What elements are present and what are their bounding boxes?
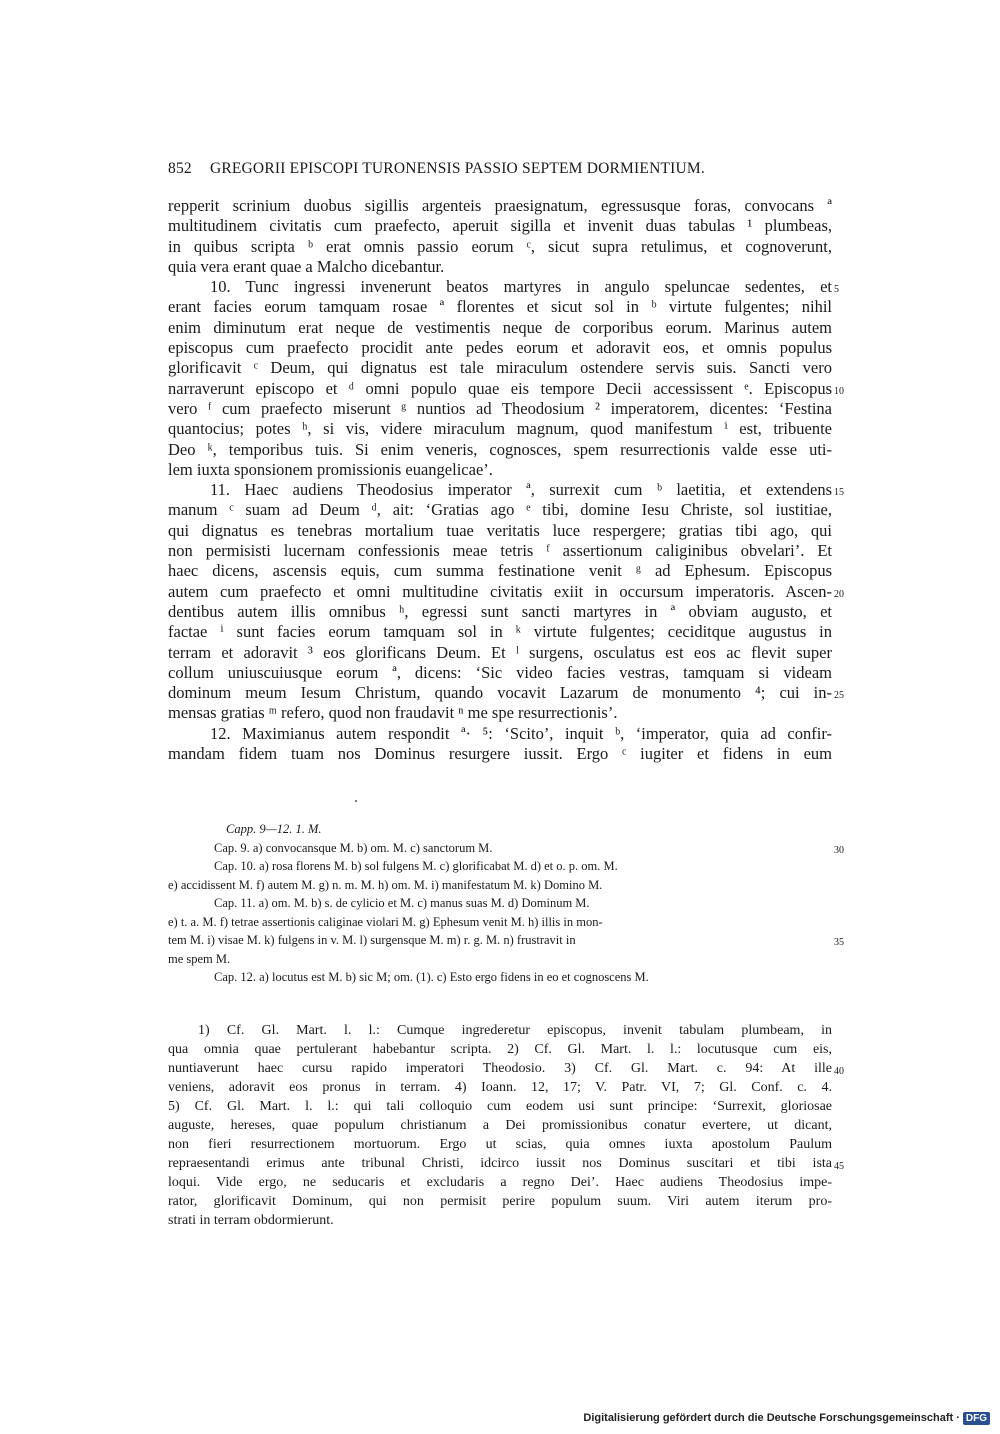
line-number: 20 (834, 588, 844, 600)
footnote-line-text: 5) Cf. Gl. Mart. l. l.: qui tali colloquio cum eodem usi sunt principe: ‘Surrexit, gloriosae (168, 1099, 832, 1114)
main-line (168, 724, 832, 744)
footnote-line (168, 1040, 832, 1059)
main-line (168, 663, 832, 683)
apparatus-line-text: me spem M. (168, 951, 231, 966)
main-line (168, 500, 832, 520)
main-line-text: mandam fidem tuam nos Dominus resurgere iussit. Ergo ᶜ iugiter et fidens in eum (168, 744, 832, 764)
main-line-text: terram et adoravit ³ eos glorificans Deum. Et ˡ surgens, osculatus est eos ac flevit super (168, 642, 832, 662)
apparatus-line (168, 839, 844, 858)
line-number: 15 (834, 487, 844, 499)
main-line (168, 541, 832, 561)
main-line-text: autem cum praefecto et omni multitudine civitatis exiit in occursum imperatoris. Ascen- (168, 581, 832, 601)
footnote-line-text: veniens, adoravit eos pronus in terram. 4) Ioann. 12, 17; V. Patr. VI, 7; Gl. Conf. c. 4. (168, 1080, 832, 1095)
footnote-line-text: rator, glorificavit Dominum, qui non permisit perire populum suum. Viri autem iterum pro- (168, 1194, 832, 1209)
line-number: 45 (834, 1161, 844, 1172)
apparatus-line-text: Cap. 12. a) locutus est M. b) sic M; om. (1). c) Esto ergo fidens in eo et cognoscens M. (214, 970, 649, 984)
dfg-logo: DFG (963, 1412, 990, 1425)
main-line (168, 196, 832, 216)
footnote-line (168, 1059, 844, 1078)
footnote-line-text: loqui. Vide ergo, ne seducaris et excludaris a regno Dei’. Haec audiens Theodosius impe- (168, 1175, 832, 1190)
apparatus-line (168, 894, 832, 913)
line-number: 30 (834, 844, 844, 856)
apparatus-line-text: e) t. a. M. f) tetrae assertionis caliginae violari M. g) Ephesum venit M. h) illis in mon- (168, 914, 603, 929)
main-line-text: quantocius; potes ʰ, si vis, videre miraculum magnum, quod manifestum ⁱ est, tribuente (168, 419, 832, 439)
apparatus-line (168, 876, 832, 895)
main-line (168, 399, 832, 419)
page-number: 852 (168, 160, 192, 177)
running-title: GREGORII EPISCOPI TURONENSIS PASSIO SEPTEM DORMIENTIUM. (209, 160, 705, 177)
footnote-line (168, 1021, 832, 1040)
footnote-line (168, 1173, 832, 1192)
credit-text: Digitalisierung gefördert durch die Deutsche Forschungsgemeinschaft · (583, 1412, 960, 1424)
main-line (168, 440, 832, 460)
main-line-text: multitudinem civitatis cum praefecto, aperuit sigilla et invenit duas tabulas ¹ plumbeas, (168, 216, 832, 236)
main-line (168, 216, 832, 236)
main-line-text: episcopus cum praefecto procidit ante pedes eorum et adoravit eos, et omnis populus (168, 338, 832, 358)
main-line-text: lem iuxta sponsionem promissionis euangelicae’. (168, 459, 493, 479)
main-line (168, 643, 832, 663)
digitization-credit (583, 1412, 990, 1425)
footnote-line-text: qua omnia quae pertulerant habebantur scripta. 2) Cf. Gl. Mart. l. l.: locutusque cum eis, (168, 1042, 832, 1057)
stray-dot (355, 800, 357, 802)
footnote-line-text: repraesentandi erimus ante tribunal Christi, idcirco iussit nos Dominus suscitari et tibi ista (168, 1156, 832, 1171)
main-line (168, 378, 844, 399)
footnote-line-text: auguste, hereses, quae populum christianum a Dei promissionibus conatur evertere, ut dicant, (168, 1118, 832, 1133)
main-text (168, 196, 844, 764)
footnote-line-text: nuntiaverunt haec cursu rapido imperatori Theodosio. 3) Cf. Gl. Mart. c. 94: At ille (168, 1061, 832, 1076)
main-line-text: factae ⁱ sunt facies eorum tamquam sol in ᵏ virtute fulgentes; ceciditque augustus in (168, 622, 832, 642)
main-line-text: 10. Tunc ingressi invenerunt beatos martyres in angulo speluncae sedentes, et (210, 277, 832, 297)
apparatus-line (168, 913, 832, 932)
main-line (168, 744, 832, 764)
apparatus-line-text: Cap. 10. a) rosa florens M. b) sol fulgens M. c) glorificabat M. d) et o. p. om. M. (214, 859, 618, 873)
critical-apparatus (168, 820, 844, 987)
apparatus-line (168, 931, 844, 950)
main-line-text: erant facies eorum tamquam rosae ª florentes et sicut sol in ᵇ virtute fulgentes; nihil (168, 297, 832, 317)
apparatus-line-text: Cap. 11. a) om. M. b) s. de cylicio et M. c) manus suas M. d) Dominum M. (214, 896, 590, 910)
main-line (168, 277, 839, 297)
main-line (168, 419, 832, 439)
main-line (168, 703, 832, 723)
line-number: 5 (834, 284, 839, 296)
footnotes (168, 1021, 844, 1230)
main-line-text: in quibus scripta ᵇ erat omnis passio eorum ᶜ, sicut supra retulimus, et cognoverunt, (168, 236, 832, 256)
main-line-text: 11. Haec audiens Theodosius imperator ª, surrexit cum ᵇ laetitia, et extendens (210, 480, 832, 500)
footnote-line-text: strati in terram obdormierunt. (168, 1213, 334, 1228)
main-line-text: repperit scrinium duobus sigillis argenteis praesignatum, egressusque foras, convocans ª (168, 196, 832, 215)
footnote-line (168, 1154, 844, 1173)
footnote-line (168, 1116, 832, 1135)
main-line (168, 622, 832, 642)
line-number: 40 (834, 1066, 844, 1077)
footnote-line-text: non fieri resurrectionem mortuorum. Ergo ut scias, quia omnes iuxta apostolum Paulum (168, 1137, 832, 1152)
main-line-text: collum uniuscuiusque eorum ª, dicens: ‘Sic video facies vestras, tamquam si videam (168, 662, 832, 682)
main-line (168, 358, 832, 378)
main-line-text: dominum meum Iesum Christum, quando vocavit Lazarum de monumento ⁴; cui in- (168, 683, 832, 703)
main-line-text: mensas gratias ᵐ refero, quod non fraudavit ⁿ me spe resurrectionis’. (168, 703, 618, 723)
main-line-text: glorificavit ᶜ Deum, qui dignatus est tale miraculum ostendere servis suis. Sancti vero (168, 358, 832, 378)
main-line (168, 237, 832, 257)
main-line (168, 561, 832, 581)
main-line-text: haec dicens, ascensis equis, cum summa festinatione venit ᵍ ad Ephesum. Episcopus (168, 561, 832, 581)
footnote-line (168, 1135, 832, 1154)
main-line-text: quia vera erant quae a Malcho dicebantur. (168, 256, 445, 276)
apparatus-heading: Capp. 9—12. 1. M. (226, 822, 322, 836)
line-number: 35 (834, 937, 844, 948)
line-number: 25 (834, 690, 844, 702)
footnote-line (168, 1211, 832, 1230)
footnote-line (168, 1192, 832, 1211)
main-line-text: manum ᶜ suam ad Deum ᵈ, ait: ‘Gratias ago ᵉ tibi, domine Iesu Christe, sol iustitiae, (168, 500, 832, 520)
apparatus-line-text: tem M. i) visae M. k) fulgens in v. M. l) surgensque M. m) r. g. M. n) frustravit in (168, 933, 576, 947)
main-line (168, 480, 844, 500)
main-line (168, 338, 832, 358)
main-line-text: Deo ᵏ, temporibus tuis. Si enim veneris, cognosces, spem resurrectionis valde esse uti- (168, 439, 832, 459)
main-line (168, 521, 832, 541)
main-line (168, 297, 832, 317)
main-line-text: narraverunt episcopo et ᵈ omni populo quae eis tempore Decii accessissent ᵉ. Episcopus (168, 378, 832, 398)
line-number: 10 (834, 385, 844, 397)
apparatus-line (168, 968, 832, 987)
apparatus-line-text: Cap. 9. a) convocansque M. b) om. M. c) sanctorum M. (214, 840, 493, 855)
main-line (168, 318, 832, 338)
apparatus-line-text: e) accidissent M. f) autem M. g) n. m. M. h) om. M. i) manifestatum M. k) Domino M. (168, 877, 603, 892)
main-line-text: dentibus autem illis omnibus ʰ, egressi sunt sancti martyres in ª obviam augusto, et (168, 601, 832, 621)
apparatus-line (168, 950, 832, 969)
main-line (168, 683, 844, 703)
running-header (168, 160, 830, 178)
main-line (168, 581, 844, 602)
main-line-text: 12. Maximianus autem respondit ª· ⁵: ‘Scito’, inquit ᵇ, ‘imperator, quia ad confir- (210, 723, 832, 743)
main-line-text: non permisisti lucernam confessionis meae tetris ᶠ assertionum caliginibus obvelari’. Et (168, 541, 832, 561)
footnote-line (168, 1078, 832, 1097)
footnote-line (168, 1097, 832, 1116)
apparatus-line (168, 857, 832, 876)
main-line-text: enim diminutum erat neque de vestimentis neque de corporibus eorum. Marinus autem (168, 317, 832, 337)
footnote-line-text: 1) Cf. Gl. Mart. l. l.: Cumque ingrederetur episcopus, invenit tabulam plumbeam, in (198, 1023, 832, 1038)
main-line-text: qui dignatus es tenebras mortalium tuae veritatis luce respergere; gratias tibi ago, qui (168, 520, 832, 540)
main-line-text: vero ᶠ cum praefecto miserunt ᵍ nuntios ad Theodosium ² imperatorem, dicentes: ‘Festina (168, 398, 832, 418)
main-line (168, 257, 832, 277)
main-line (168, 460, 832, 480)
main-line (168, 602, 832, 622)
